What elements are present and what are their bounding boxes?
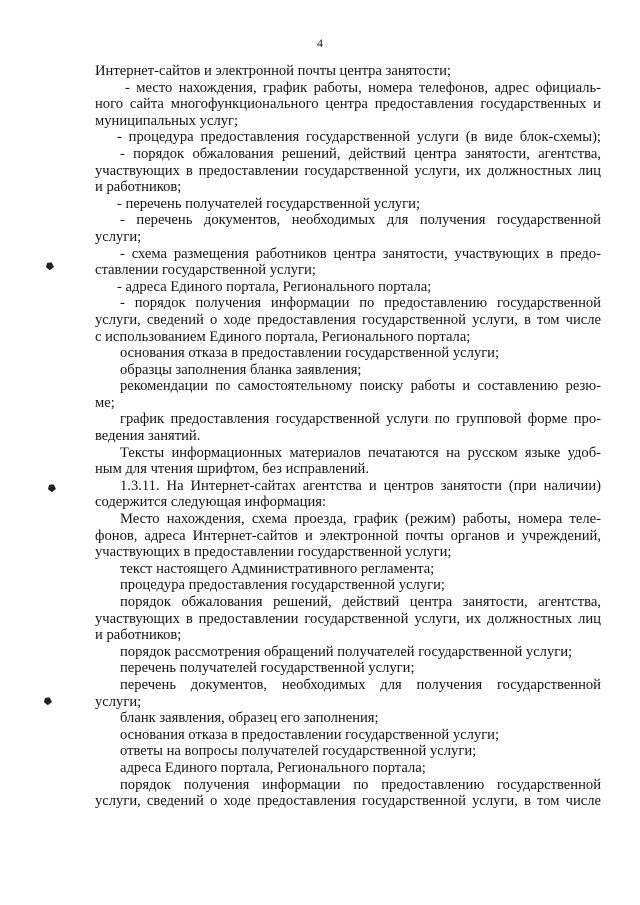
text-line: и работников; — [95, 179, 182, 196]
text-line: перечень получателей государственной услуги; — [120, 660, 415, 677]
text-line: участвующих в предоставлении государственной услуги; — [95, 544, 452, 561]
text-line: содержится следующая информация: — [95, 494, 327, 511]
page-number: 4 — [317, 36, 323, 50]
text-line: ведения занятий. — [95, 428, 201, 445]
text-line: ставлении государственной услуги; — [95, 262, 316, 279]
text-line: услуги; — [95, 693, 142, 710]
text-line: - перечень документов, необходимых для получения государственной — [120, 212, 601, 229]
text-line: - место нахождения, график работы, номера телефонов, адрес официаль- — [125, 79, 601, 96]
text-line: муниципальных услуг; — [95, 112, 239, 129]
text-line: ответы на вопросы получателей государственной услуги; — [120, 743, 477, 760]
text-line: - схема размещения работников центра занятости, участвующих в предо- — [120, 245, 601, 262]
text-line: - порядок получения информации по предоставлению государственной — [120, 295, 601, 312]
text-line: с использованием Единого портала, Регионального портала; — [95, 328, 471, 345]
text-line: - процедура предоставления государственной услуги (в виде блок-схемы); — [117, 129, 601, 146]
text-line: график предоставления государственной услуги по групповой форме про- — [120, 411, 601, 428]
text-line: фонов, адреса Интернет-сайтов и электронной почты органов и учреждений, — [95, 527, 601, 544]
text-line: порядок получения информации по предоставлению государственной — [120, 776, 601, 793]
text-line: участвующих в предоставлении государственной услуги, их должностных лиц — [95, 162, 601, 179]
text-line: порядок рассмотрения обращений получателей государственной услуги; — [120, 643, 573, 660]
text-line: 1.3.11. На Интернет-сайтах агентства и центров занятости (при наличии) — [120, 477, 601, 494]
text-line: и работников; — [95, 627, 182, 644]
text-line: - порядок обжалования решений, действий центра занятости, агентства, — [120, 145, 601, 162]
text-line: ме; — [95, 394, 115, 411]
text-line: Интернет-сайтов и электронной почты центра занятости; — [95, 63, 451, 79]
text-line: - адреса Единого портала, Регионального портала; — [117, 278, 432, 295]
text-line: услуги, сведений о ходе предоставления государственной услуги, в том числе — [95, 793, 601, 810]
text-line: ного сайта многофункционального центра предоставления государственных и — [95, 96, 601, 113]
text-line: текст настоящего Административного регламента; — [120, 560, 435, 577]
document-body — [95, 63, 601, 810]
text-line: Место нахождения, схема проезда, график (режим) работы, номера теле- — [120, 511, 601, 528]
text-line: порядок обжалования решений, действий центра занятости, агентства, — [120, 594, 601, 610]
text-line: процедура предоставления государственной услуги; — [120, 577, 445, 594]
text-line: - перечень получателей государственной услуги; — [117, 195, 421, 212]
text-line: участвующих в предоставлении государственной услуги, их должностных лиц — [95, 610, 601, 627]
scan-mark — [43, 696, 54, 707]
text-line: бланк заявления, образец его заполнения; — [120, 710, 379, 727]
text-line: услуги, сведений о ходе предоставления государственной услуги, в том числе — [95, 311, 601, 328]
text-line: основания отказа в предоставлении государственной услуги; — [120, 345, 500, 362]
text-line: адреса Единого портала, Регионального портала; — [120, 759, 426, 776]
text-line: образцы заполнения бланка заявления; — [120, 361, 362, 378]
text-line: Тексты информационных материалов печатаются на русском языке удоб- — [120, 444, 601, 461]
text-line: ным для чтения шрифтом, без исправлений. — [95, 461, 369, 478]
scan-mark — [45, 261, 56, 272]
scan-mark — [47, 483, 58, 494]
text-line: основания отказа в предоставлении государственной услуги; — [120, 726, 500, 743]
text-line: перечень документов, необходимых для получения государственной — [120, 676, 601, 693]
text-line: услуги; — [95, 228, 142, 245]
text-line: рекомендации по самостоятельному поиску работы и составлению резю- — [120, 378, 601, 395]
